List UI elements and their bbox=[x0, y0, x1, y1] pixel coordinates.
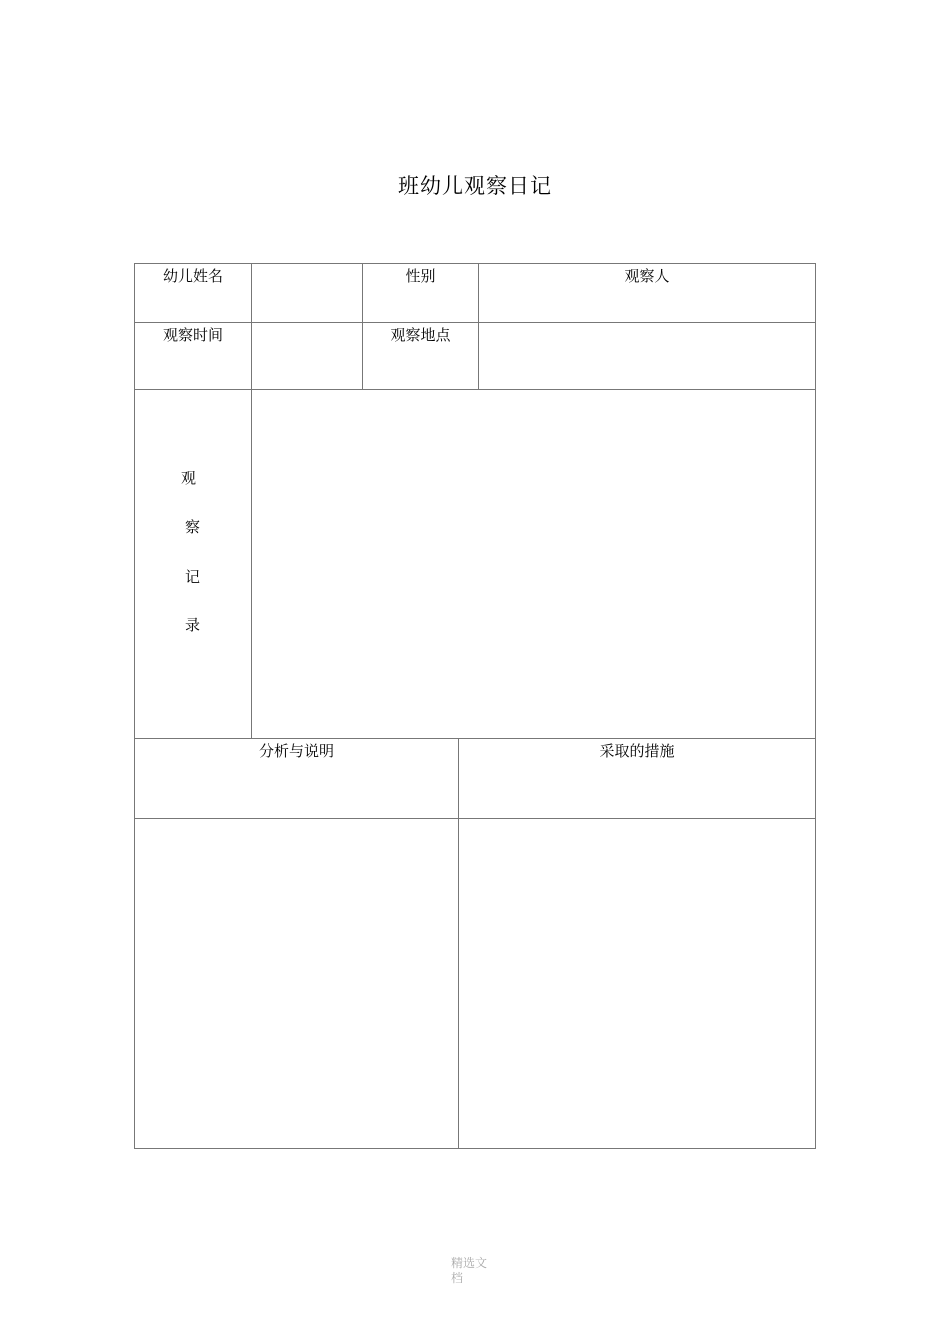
observation-place-field[interactable] bbox=[479, 323, 815, 389]
footer-line-1: 精选文 bbox=[451, 1256, 488, 1270]
observer-label: 观察人 bbox=[624, 267, 670, 285]
obs-record-char-1: 观 bbox=[181, 469, 197, 487]
observation-time-label: 观察时间 bbox=[162, 326, 223, 344]
footer-watermark bbox=[451, 1256, 495, 1286]
obs-record-char-3: 记 bbox=[185, 568, 201, 586]
gender-label: 性别 bbox=[405, 267, 436, 285]
measures-field[interactable] bbox=[459, 819, 815, 1148]
observation-form bbox=[134, 263, 816, 1149]
page-title: 班幼儿观察日记 bbox=[398, 174, 552, 198]
observation-place-label: 观察地点 bbox=[390, 326, 451, 344]
child-name-label: 幼儿姓名 bbox=[162, 267, 223, 285]
measures-label: 采取的措施 bbox=[599, 742, 675, 760]
child-name-field[interactable] bbox=[252, 265, 362, 322]
analysis-label: 分析与说明 bbox=[258, 742, 334, 760]
footer-line-2: 档 bbox=[451, 1271, 464, 1285]
row-divider-3 bbox=[135, 738, 815, 739]
obs-record-char-4: 录 bbox=[185, 616, 201, 634]
analysis-field[interactable] bbox=[135, 819, 458, 1148]
obs-record-char-2: 察 bbox=[185, 518, 201, 536]
observation-record-field[interactable] bbox=[252, 390, 815, 738]
observation-time-field[interactable] bbox=[252, 323, 362, 389]
